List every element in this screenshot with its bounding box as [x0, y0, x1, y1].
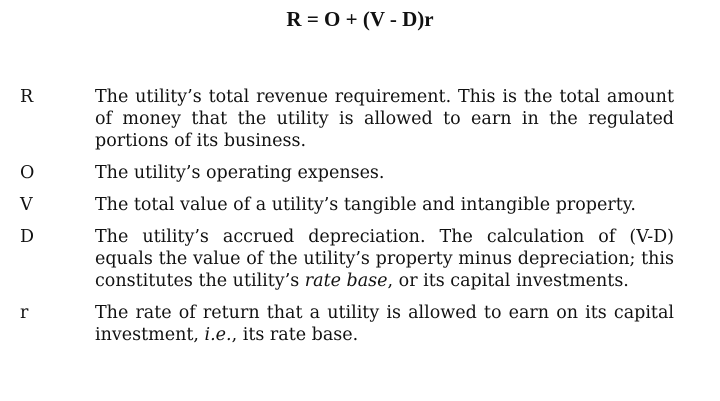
text-segment: , or its capital investments.: [387, 271, 629, 291]
definition-symbol: R: [20, 87, 34, 107]
definition-text: [95, 86, 674, 152]
definition-text: [95, 302, 674, 346]
definitions-list: [20, 86, 674, 356]
definition-row-R: [20, 86, 674, 152]
definition-text: [95, 194, 674, 216]
definition-row-V: [20, 194, 674, 216]
definition-row-D: [20, 226, 674, 292]
definition-symbol: O: [20, 163, 35, 183]
text-segment: The utility’s total revenue requirement. This is the total amount of money that the utility is allowed to earn in the regulated portions of its business.: [95, 87, 674, 151]
text-segment: The total value of a utility’s tangible and intangible property.: [95, 195, 636, 215]
italic-term-ie: i.e.: [204, 325, 232, 345]
text-segment: , its rate base.: [231, 325, 359, 345]
definition-row-O: [20, 162, 674, 184]
formula-heading: R = O + (V - D)r: [286, 7, 434, 31]
text-segment: The utility’s operating expenses.: [95, 163, 385, 183]
italic-term-rate-base: rate base: [304, 271, 388, 291]
definition-text: [95, 162, 674, 184]
definition-row-r: [20, 302, 674, 346]
text-segment: The rate of return that a utility is allowed to earn on its capital investment,: [95, 303, 674, 345]
definition-symbol: r: [20, 303, 29, 323]
definition-symbol: D: [20, 227, 35, 247]
definition-text: [95, 226, 674, 292]
definition-symbol: V: [20, 195, 33, 215]
text-segment: The utility’s accrued depreciation. The calculation of (V-D) equals the value of the utility’s property minus depreciation; this constitutes the utility’s: [95, 227, 674, 291]
